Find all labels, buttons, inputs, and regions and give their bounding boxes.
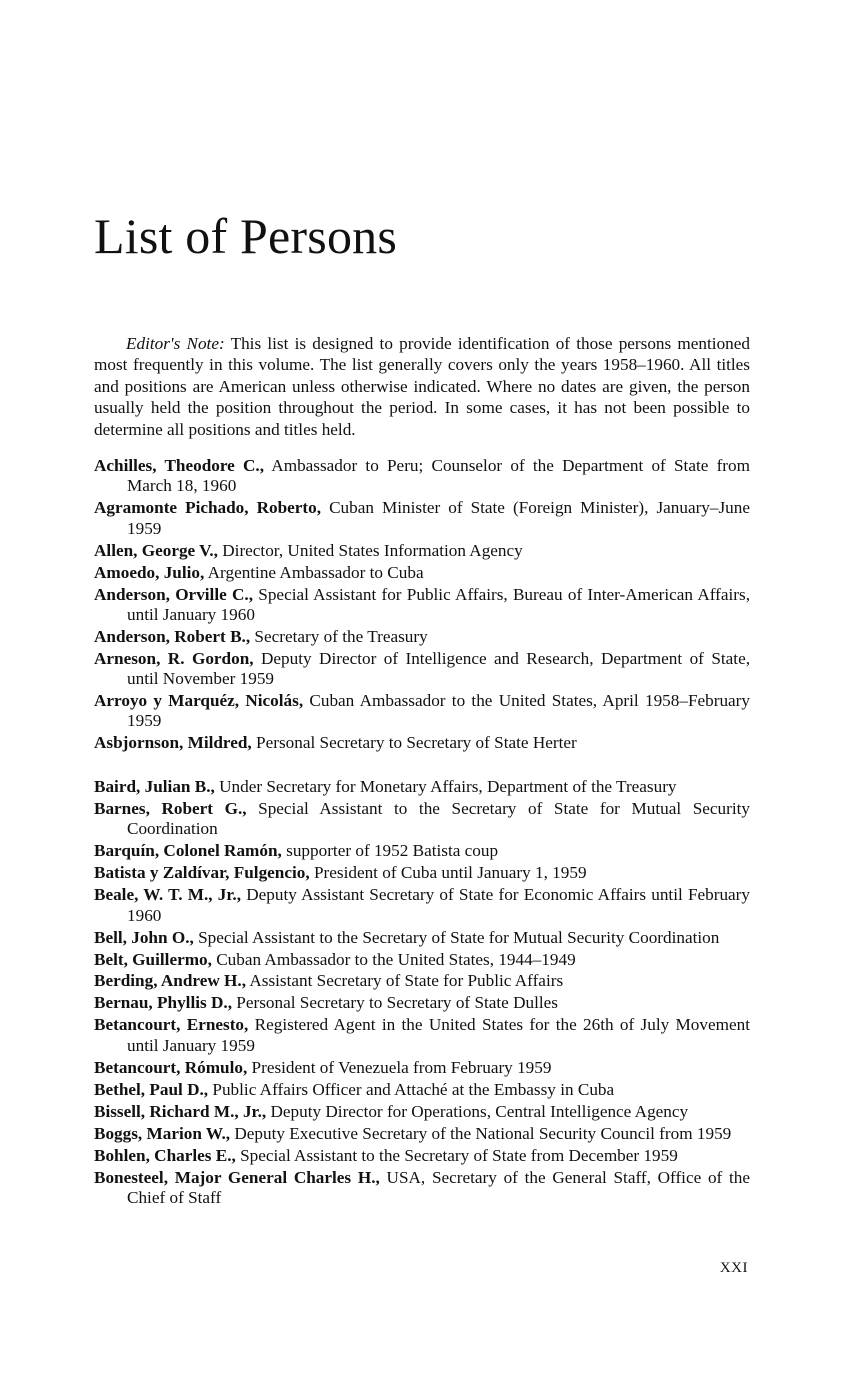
person-description: Secretary of the Treasury bbox=[250, 626, 428, 646]
person-entry bbox=[94, 1080, 750, 1100]
person-name: Achilles, Theodore C., bbox=[94, 456, 265, 475]
person-entry bbox=[94, 585, 750, 626]
person-entry bbox=[94, 498, 750, 539]
person-description: Under Secretary for Monetary Affairs, Department of the Treasury bbox=[214, 777, 677, 796]
person-description: Personal Secretary to Secretary of State Dulles bbox=[232, 993, 558, 1013]
person-entry bbox=[94, 691, 750, 732]
person-name: Barnes, Robert G., bbox=[94, 798, 247, 818]
person-entry bbox=[94, 928, 750, 948]
person-description: Deputy Director of Intelligence and Research, Department of State, until November 1959 bbox=[127, 648, 750, 689]
person-name: Berding, Andrew H., bbox=[94, 971, 247, 991]
person-entry bbox=[94, 799, 750, 840]
editors-note-lead: Editor's Note: bbox=[126, 334, 225, 353]
person-name: Baird, Julian B., bbox=[94, 777, 215, 796]
person-name: Betancourt, Ernesto, bbox=[94, 1015, 249, 1035]
person-entry bbox=[94, 950, 750, 970]
editors-note-text: This list is designed to provide identification of those persons mentioned most frequently in this volume. The list generally covers only the years 1958–1960. All titles and positions are American unless otherwise indicated. Where no dates are given, the person usually held the position throughout the period. In some cases, it has not been possible to determine all positions and titles held. bbox=[94, 334, 750, 439]
person-name: Bonesteel, Major General Charles H., bbox=[94, 1167, 380, 1187]
person-name: Bell, John O., bbox=[94, 927, 194, 947]
person-name: Belt, Guillermo, bbox=[94, 949, 212, 969]
person-name: Anderson, Robert B., bbox=[94, 626, 251, 646]
person-description: Special Assistant to the Secretary of State for Mutual Security Coordination bbox=[127, 798, 750, 839]
person-name: Batista y Zaldívar, Fulgencio, bbox=[94, 863, 310, 883]
person-name: Bethel, Paul D., bbox=[94, 1079, 209, 1099]
person-description: President of Venezuela from February 1959 bbox=[247, 1057, 552, 1077]
person-description: Personal Secretary to Secretary of State Herter bbox=[251, 733, 577, 753]
person-description: USA, Secretary of the General Staff, Office of the Chief of Staff bbox=[127, 1167, 750, 1207]
person-name: Anderson, Orville C., bbox=[94, 584, 254, 604]
person-name: Bissell, Richard M., Jr., bbox=[94, 1101, 267, 1121]
person-description: Argentine Ambassador to Cuba bbox=[204, 562, 424, 582]
person-description: Public Affairs Officer and Attaché at the Embassy in Cuba bbox=[208, 1079, 615, 1099]
person-description: Ambassador to Peru; Counselor of the Department of State from March 18, 1960 bbox=[127, 456, 750, 496]
person-entry bbox=[94, 841, 750, 861]
person-name: Bohlen, Charles E., bbox=[94, 1145, 236, 1165]
person-description: Deputy Director for Operations, Central Intelligence Agency bbox=[266, 1101, 689, 1121]
person-name: Boggs, Marion W., bbox=[94, 1123, 231, 1143]
person-name: Agramonte Pichado, Roberto, bbox=[94, 498, 322, 518]
person-description: Director, United States Information Agency bbox=[217, 540, 523, 560]
person-description: Cuban Minister of State (Foreign Minister), January–June 1959 bbox=[127, 498, 750, 538]
person-name: Barquín, Colonel Ramón, bbox=[94, 841, 282, 861]
person-description: Cuban Ambassador to the United States, April 1958–February 1959 bbox=[127, 691, 750, 731]
person-entry bbox=[94, 563, 750, 583]
person-description: Special Assistant for Public Affairs, Bureau of Inter-American Affairs, until January 1960 bbox=[127, 584, 750, 624]
person-entry bbox=[94, 993, 750, 1013]
person-entry bbox=[94, 1168, 750, 1209]
person-description: President of Cuba until January 1, 1959 bbox=[309, 863, 587, 883]
person-name: Arneson, R. Gordon, bbox=[94, 648, 254, 668]
person-description: Deputy Assistant Secretary of State for Economic Affairs until February 1960 bbox=[127, 885, 750, 925]
person-entry bbox=[94, 733, 750, 753]
person-entry bbox=[94, 885, 750, 926]
person-name: Betancourt, Rómulo, bbox=[94, 1057, 248, 1077]
person-entry bbox=[94, 456, 750, 497]
person-list-a bbox=[94, 456, 750, 755]
person-description: Registered Agent in the United States for the 26th of July Movement until January 1959 bbox=[127, 1015, 750, 1055]
person-name: Amoedo, Julio, bbox=[94, 562, 205, 582]
person-entry bbox=[94, 627, 750, 647]
person-entry bbox=[94, 777, 750, 797]
person-name: Arroyo y Marquéz, Nicolás, bbox=[94, 691, 304, 711]
person-description: Special Assistant to the Secretary of State for Mutual Security Coordination bbox=[193, 927, 720, 947]
person-list-b bbox=[94, 777, 750, 1210]
person-entry bbox=[94, 1058, 750, 1078]
person-entry bbox=[94, 1124, 750, 1144]
person-entry bbox=[94, 541, 750, 561]
person-description: supporter of 1952 Batista coup bbox=[281, 841, 499, 861]
person-name: Asbjornson, Mildred, bbox=[94, 733, 252, 753]
person-description: Cuban Ambassador to the United States, 1944–1949 bbox=[211, 949, 576, 969]
person-entry bbox=[94, 863, 750, 883]
person-name: Bernau, Phyllis D., bbox=[94, 993, 232, 1013]
person-name: Allen, George V., bbox=[94, 540, 218, 560]
page-title: List of Persons bbox=[94, 208, 397, 264]
person-entry bbox=[94, 971, 750, 991]
person-name: Beale, W. T. M., Jr., bbox=[94, 885, 242, 905]
person-entry bbox=[94, 1146, 750, 1166]
person-entry bbox=[94, 649, 750, 690]
person-description: Deputy Executive Secretary of the National Security Council from 1959 bbox=[230, 1123, 732, 1143]
person-entry bbox=[94, 1102, 750, 1122]
person-description: Special Assistant to the Secretary of State from December 1959 bbox=[235, 1145, 678, 1165]
person-description: Assistant Secretary of State for Public Affairs bbox=[246, 971, 564, 991]
person-entry bbox=[94, 1015, 750, 1056]
editors-note bbox=[94, 333, 750, 440]
page-number: XXI bbox=[719, 1260, 748, 1276]
